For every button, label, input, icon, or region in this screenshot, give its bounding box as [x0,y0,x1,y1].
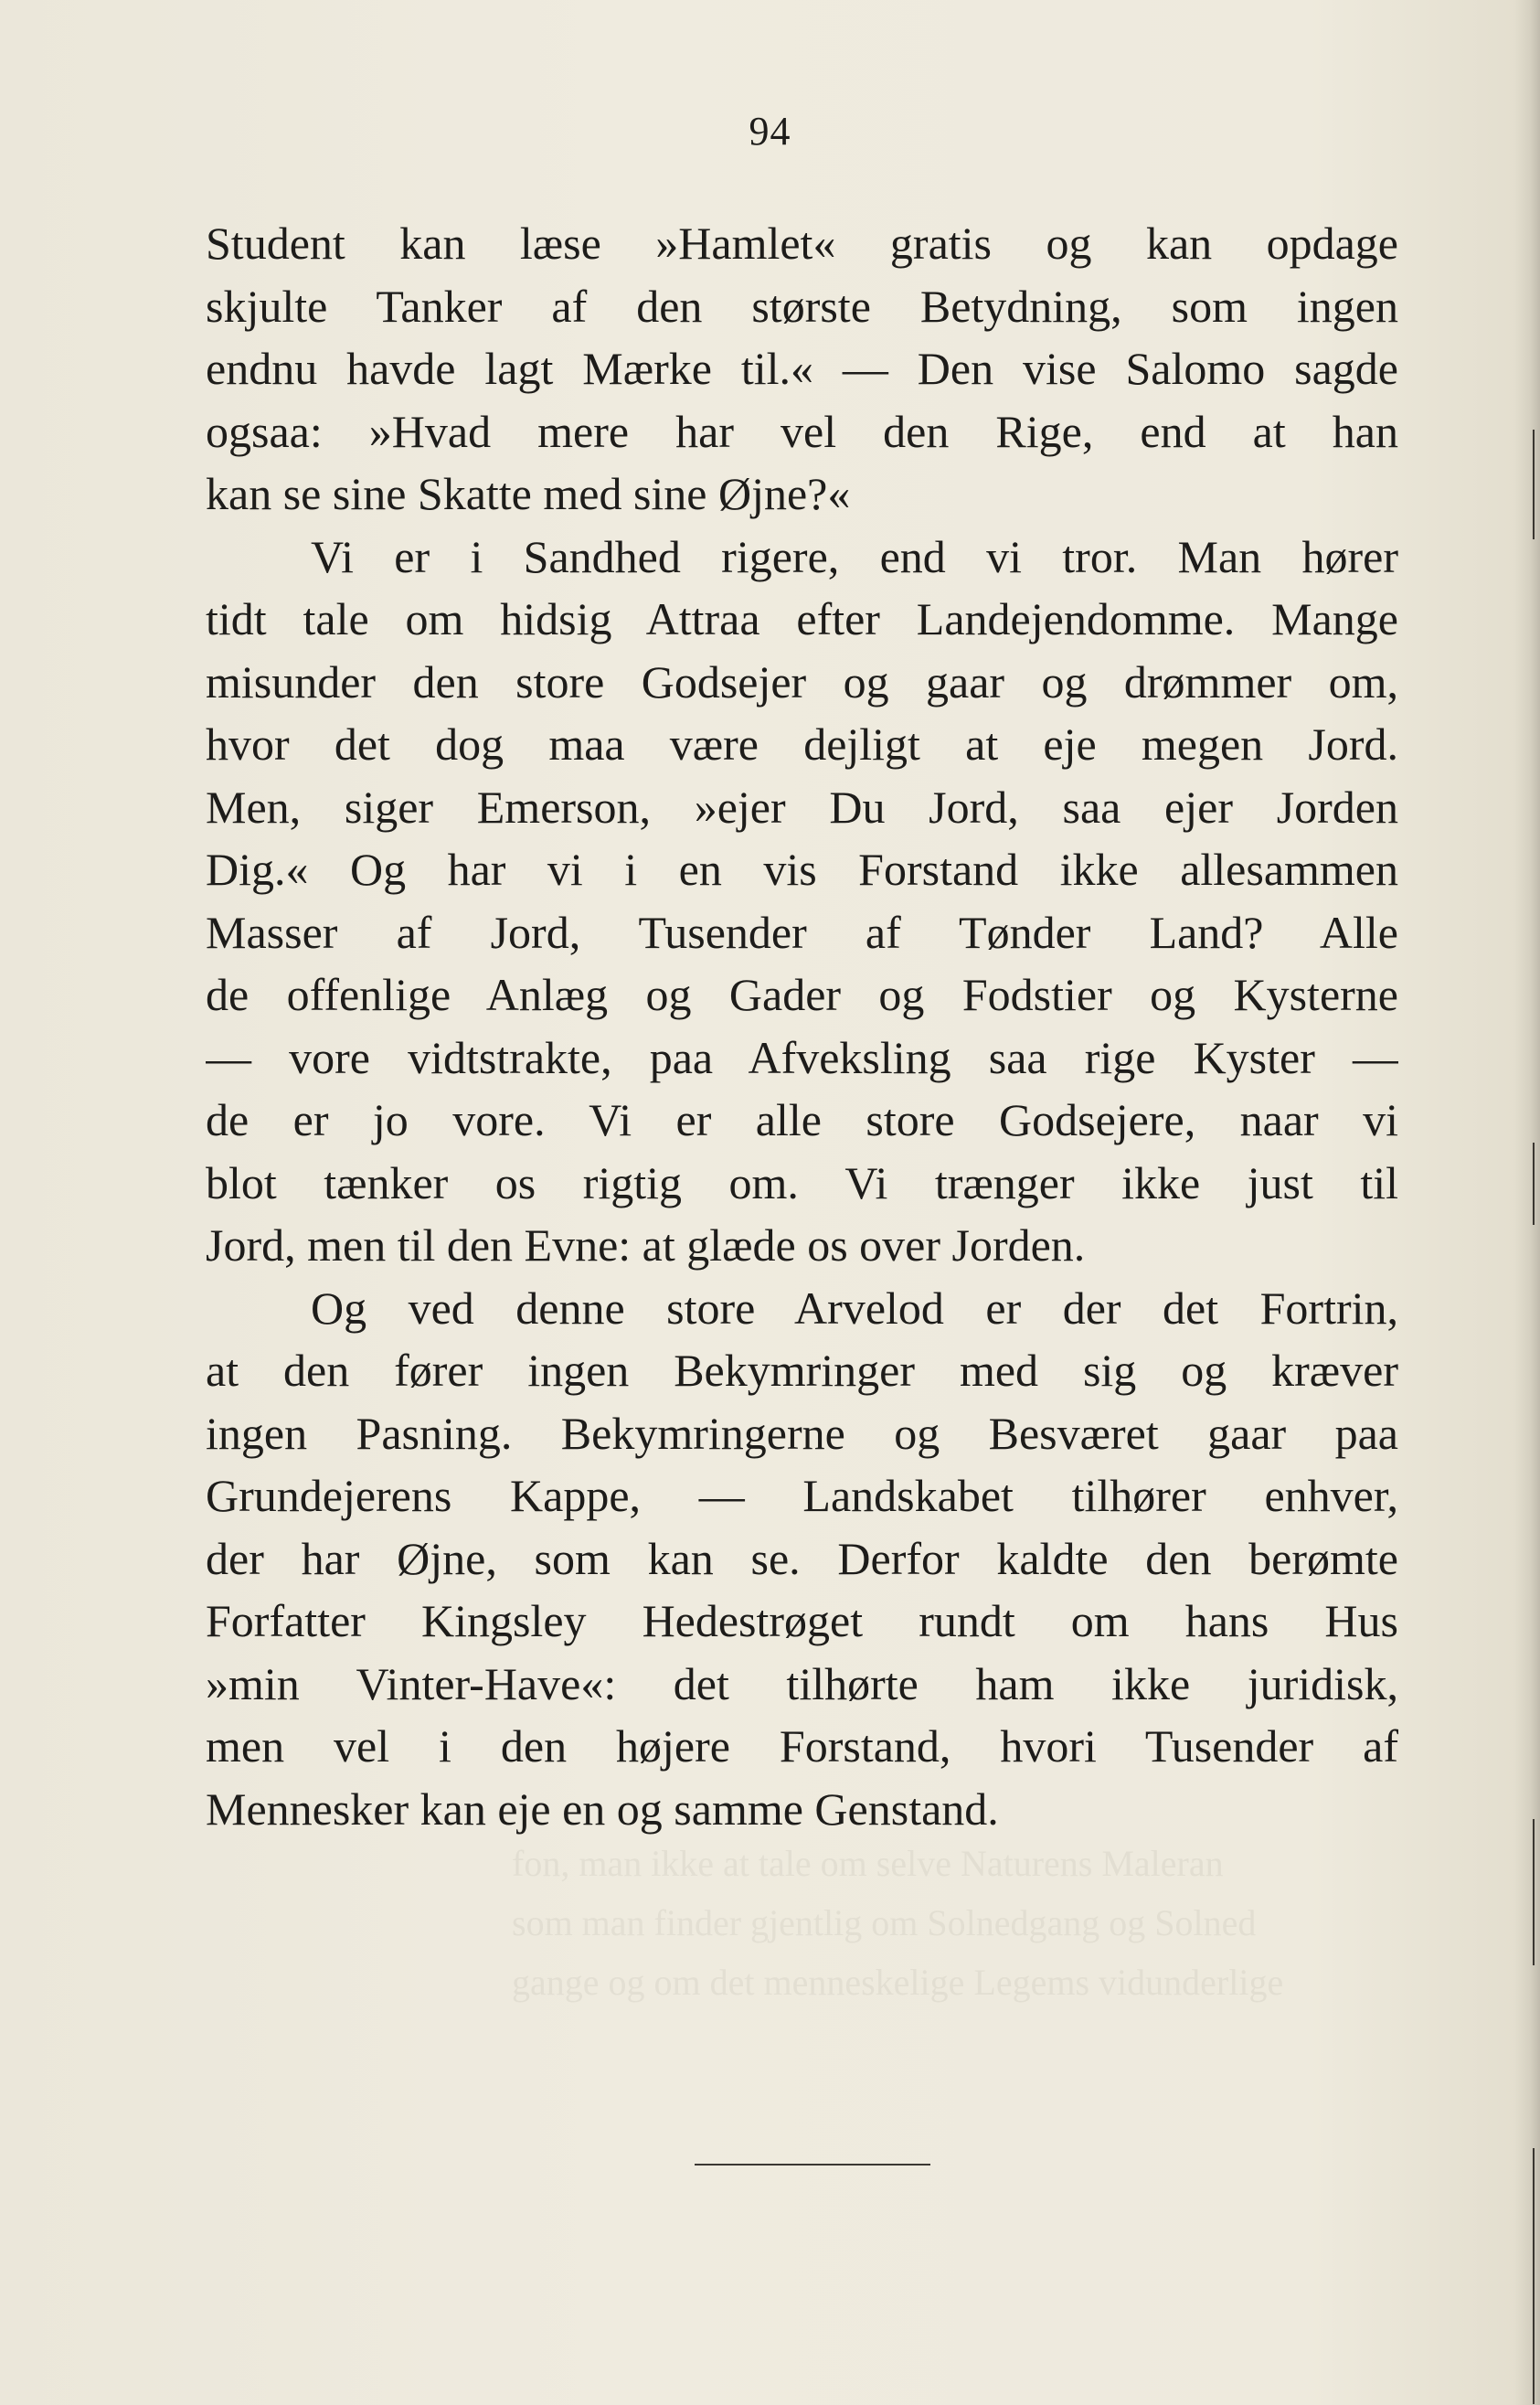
paragraph-start-line: Vi er i Sandhed rigere, end vi tror. Man hører [311,530,1398,582]
text-line: hvor det dog maa være dejligt at eje megen Jord. [206,718,1398,770]
text-line: Dig.« Og har vi i en vis Forstand ikke allesammen [206,844,1398,895]
text-line: Masser af Jord, Tusender af Tønder Land? Alle [206,906,1398,958]
end-rule-divider [695,2164,930,2166]
text-line: Mennesker kan eje en og samme Genstand. [206,1782,999,1835]
text-line: kan se sine Skatte med sine Øjne?« [206,468,851,519]
text-line: misunder den store Godsejer og gaar og drømmer om, [206,655,1398,708]
text-line: at den fører ingen Bekymringer med sig og kræver [206,1345,1398,1396]
body-text [206,212,1398,1840]
text-line: ingen Pasning. Bekymringerne og Besværet gaar paa [206,1407,1398,1459]
text-line: de er jo vore. Vi er alle store Godsejere, naar vi [206,1094,1398,1145]
text-line: blot tænker os rigtig om. Vi trænger ikke just til [206,1156,1398,1208]
paragraph-start-line: Og ved denne store Arvelod er der det Fortrin, [311,1282,1398,1334]
text-line: Men, siger Emerson, »ejer Du Jord, saa ejer Jorden [206,781,1398,833]
bleed-through-text: fon, man ikke at tale om selve Naturens Maleran [512,1843,1224,1884]
text-line: endnu havde lagt Mærke til.« — Den vise Salomo sagde [206,343,1398,394]
text-line: tidt tale om hidsig Attraa efter Landejendomme. Mange [206,593,1398,644]
bleed-through-text: som man finder gjentlig om Solnedgang og Solned [512,1902,1257,1943]
page-edge-mark [1533,2148,1535,2404]
page-edge-mark [1533,1143,1535,1225]
text-line: ogsaa: »Hvad mere har vel den Rige, end at han [206,405,1398,457]
text-line: skjulte Tanker af den største Betydning, som ingen [206,280,1398,332]
bleed-through-text: gange og om det menneskelige Legems vidunderlige [512,1962,1284,2003]
page-edge-shadow [1514,0,1540,2405]
text-line: Grundejerens Kappe, — Landskabet tilhører enhver, [206,1470,1398,1521]
text-line: — vore vidtstrakte, paa Afveksling saa rige Kyster — [206,1031,1398,1083]
text-line: Student kan læse »Hamlet« gratis og kan opdage [206,218,1398,269]
text-line: de offenlige Anlæg og Gader og Fodstier og Kysterne [206,969,1398,1020]
page-edge-mark [1533,430,1535,539]
text-line: der har Øjne, som kan se. Derfor kaldte den berømte [206,1532,1398,1584]
text-line: »min Vinter-Have«: det tilhørte ham ikke juridisk, [206,1657,1398,1709]
page-edge-mark [1533,1819,1535,1965]
text-line: Forfatter Kingsley Hedestrøget rundt om hans Hus [206,1595,1398,1646]
text-line: men vel i den højere Forstand, hvori Tusender af [206,1720,1398,1772]
text-line: Jord, men til den Evne: at glæde os over Jorden. [206,1219,1086,1271]
page-number: 94 [749,109,791,154]
